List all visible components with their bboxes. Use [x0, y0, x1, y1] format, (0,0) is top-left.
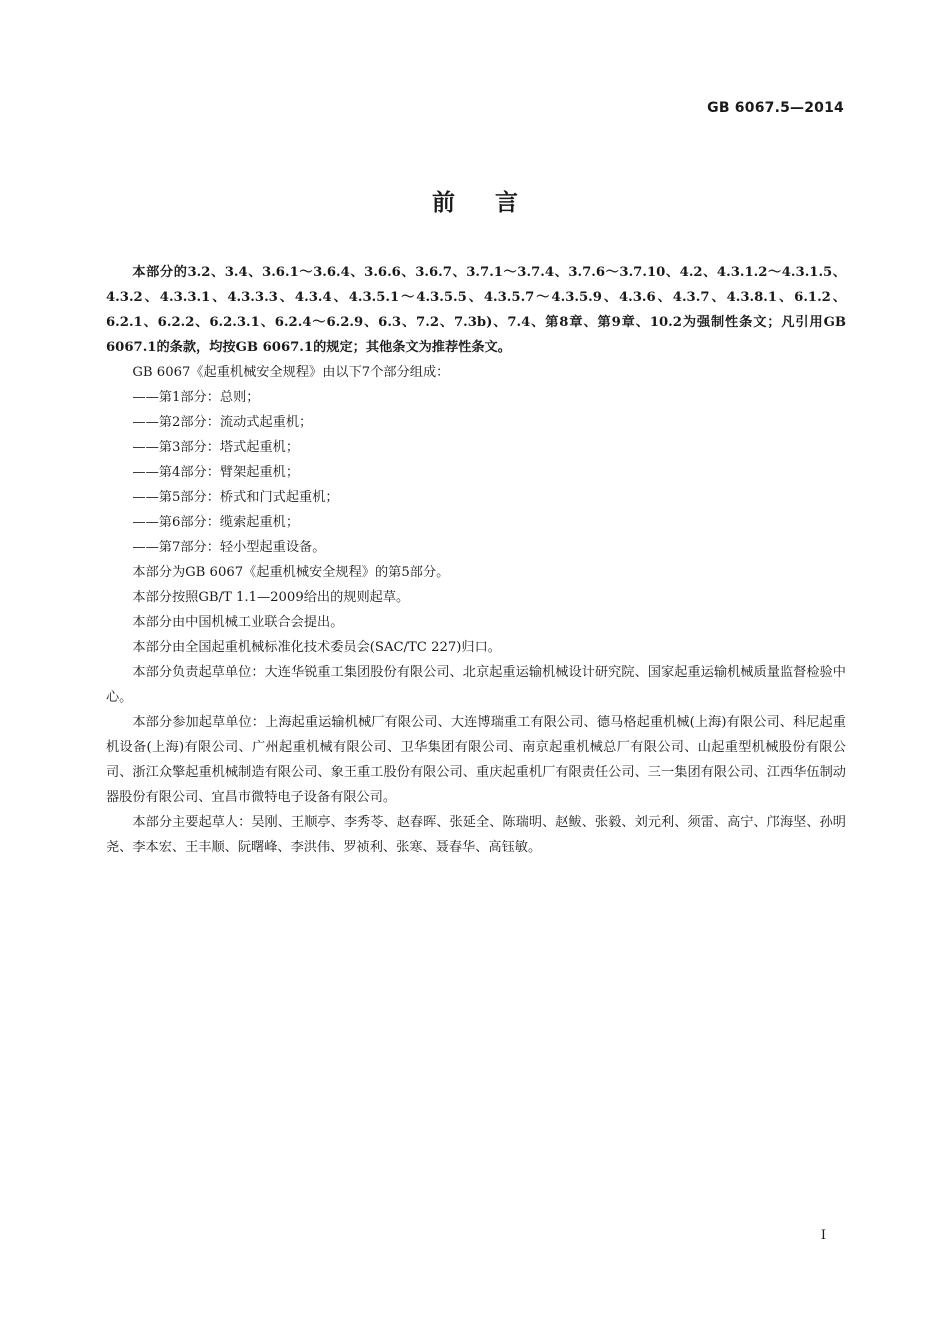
part-list-item: ——第2部分：流动式起重机； [132, 415, 313, 430]
part-list-item: ——第5部分：桥式和门式起重机； [132, 490, 339, 505]
page-number: I [820, 1228, 826, 1243]
committee-paragraph: 本部分由全国起重机械标准化技术委员会(SAC/TC 227)归口。 [132, 640, 501, 655]
document-code: GB 6067.5—2014 [707, 100, 844, 116]
participating-drafters-paragraph: 本部分参加起草单位：上海起重运输机械厂有限公司、大连博瑞重工有限公司、德马格起重机械(上海)有限公司、科尼起重机设备(上海)有限公司、广州起重机械有限公司、卫华集团有限公司、南京起重机械总厂有限公司、山起重型机械股份有限公司、浙江众擎起重机械制造有限公司、象王重工股份有限公司、重庆起重机厂有限责任公司、三一集团有限公司、江西华伍制动器股份有限公司、宜昌市微特电子设备有限公司。 [106, 715, 846, 805]
mandatory-clause-paragraph: 本部分的3.2、3.4、3.6.1～3.6.4、3.6.6、3.6.7、3.7.1～3.7.4、3.7.6～3.7.10、4.2、4.3.1.2～4.3.1.5、4.3.2、4.3.3.1、4.3.3.3、4.3.4、4.3.5.1～4.3.5.5、4.3.5.7～4.3.5.9、4.3.6、4.3.7、4.3.8.1、6.1.2、6.2.1、6.2.2、6.2.3.1、6.2.4～6.2.9、6.3、7.2、7.3b)、7.4、第8章、第9章、10.2为强制性条文；凡引用GB 6067.1的条款，均按GB 6067.1的规定；其他条文为推荐性条文。 [106, 265, 846, 355]
part-list-item: ——第6部分：缆索起重机； [132, 515, 300, 530]
part-list-item: ——第3部分：塔式起重机； [132, 440, 300, 455]
part-list-item: ——第4部分：臂架起重机； [132, 465, 300, 480]
foreword-body [106, 260, 846, 860]
proposer-paragraph: 本部分由中国机械工业联合会提出。 [132, 615, 344, 630]
lead-drafters-paragraph: 本部分负责起草单位：大连华锐重工集团股份有限公司、北京起重运输机械设计研究院、国家起重运输机械质量监督检验中心。 [106, 665, 846, 705]
part-list-item: ——第7部分：轻小型起重设备。 [132, 540, 326, 555]
part-list-item: ——第1部分：总则； [132, 390, 260, 405]
drafting-rules-paragraph: 本部分按照GB/T 1.1—2009给出的规则起草。 [132, 590, 410, 605]
part-number-paragraph: 本部分为GB 6067《起重机械安全规程》的第5部分。 [132, 565, 450, 580]
page-title: 前言 [432, 190, 558, 216]
main-drafters-paragraph: 本部分主要起草人：吴刚、王顺亭、李秀苓、赵春晖、张延全、陈瑞明、赵鲅、张毅、刘元利、须雷、高宁、邝海坚、孙明尧、李本宏、王丰顺、阮曙峰、李洪伟、罗祯利、张寒、聂春华、高钰敏。 [106, 815, 846, 855]
parts-intro-paragraph: GB 6067《起重机械安全规程》由以下7个部分组成： [132, 365, 450, 380]
